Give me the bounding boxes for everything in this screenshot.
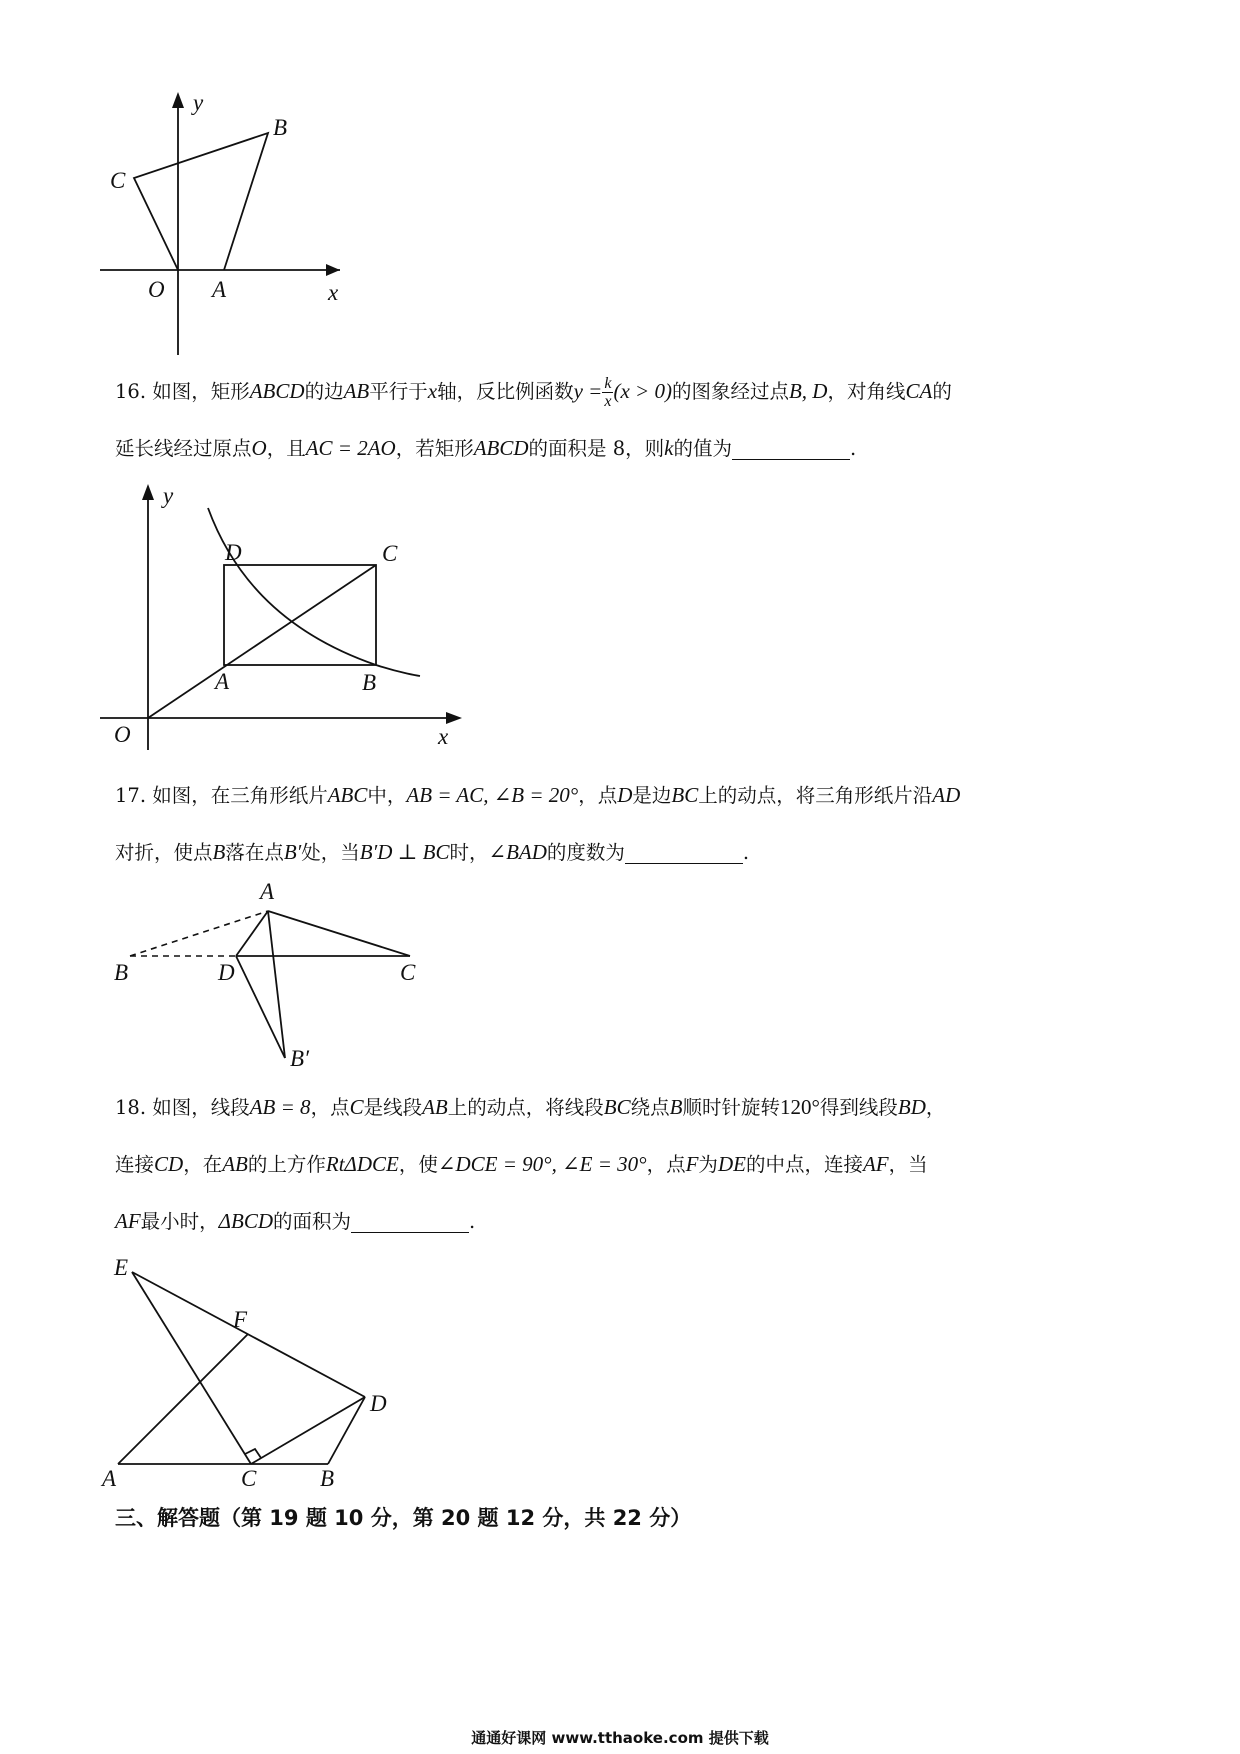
text: 如图，矩形	[152, 380, 250, 403]
figure-18-right-triangle-construction	[100, 1245, 400, 1491]
segment-db-prime	[236, 956, 285, 1058]
text: .	[469, 1210, 476, 1233]
text: 延长线经过原点	[115, 437, 252, 460]
text: 绕点	[630, 1096, 670, 1119]
math: y =	[573, 379, 603, 403]
text: 顺时针旋转	[682, 1096, 780, 1119]
text: ，点	[578, 784, 618, 807]
text: 落在点	[225, 841, 284, 864]
math: O	[251, 436, 267, 460]
hyperbola	[208, 508, 420, 676]
math: ABCD	[249, 379, 305, 403]
question-16	[115, 363, 1135, 477]
label-d: D	[218, 960, 235, 985]
text: 最小时，	[140, 1210, 219, 1233]
label-c: C	[400, 960, 416, 985]
question-17-line-2	[115, 824, 1135, 881]
text: 对折，使点	[115, 841, 213, 864]
text: 的边	[304, 380, 344, 403]
x-axis-arrow	[446, 712, 462, 724]
text: 的上方作	[247, 1153, 326, 1176]
math: CA	[905, 379, 933, 403]
math: B	[212, 840, 226, 864]
label-x: x	[438, 724, 449, 749]
text: ，在	[183, 1153, 223, 1176]
math: AC = 2AO	[305, 436, 396, 460]
segment-ad	[236, 911, 268, 956]
text: 为	[698, 1153, 718, 1176]
page-footer: 通通好课网 www.tthaoke.com 提供下载	[471, 1729, 769, 1747]
math: RtΔDCE	[325, 1152, 399, 1176]
text: 上的动点，将三角形纸片沿	[698, 784, 933, 807]
text: 的	[932, 380, 952, 403]
math: B′	[283, 840, 302, 864]
figure-16-svg	[100, 480, 470, 750]
math: ABC	[327, 783, 368, 807]
text: ，对角线	[827, 380, 906, 403]
label-c: C	[382, 541, 398, 566]
math: F	[685, 1152, 699, 1176]
question-17-line-1	[115, 767, 1135, 824]
question-number: 16.	[115, 380, 147, 403]
math: ΔBCD	[218, 1209, 273, 1233]
text: ，当	[888, 1153, 928, 1176]
x-axis-arrow	[326, 264, 340, 276]
text: 是边	[632, 784, 672, 807]
question-number: 17.	[115, 784, 147, 807]
numerator: k	[604, 375, 612, 392]
text: 如图，在三角形纸片	[152, 784, 328, 807]
figure-15-svg	[100, 90, 400, 360]
label-c: C	[241, 1466, 257, 1491]
math: AB	[343, 379, 370, 403]
text: ，点	[646, 1153, 686, 1176]
diagonal-oac	[148, 565, 376, 718]
label-e: E	[114, 1255, 129, 1280]
label-y: y	[163, 483, 174, 508]
label-x: x	[328, 280, 339, 305]
text: 的值为	[673, 437, 732, 460]
label-b: B	[362, 670, 377, 695]
text: 时，	[449, 841, 489, 864]
text: ，且	[266, 437, 306, 460]
math: B′D ⊥ BC	[359, 840, 450, 864]
label-a: A	[215, 669, 230, 694]
text: 如图，线段	[152, 1096, 250, 1119]
text: 连接	[115, 1153, 155, 1176]
math: AB = AC, ∠B = 20°	[406, 783, 579, 807]
text: 的图象经过点	[671, 380, 789, 403]
math: ABCD	[473, 436, 529, 460]
label-d: D	[370, 1391, 387, 1416]
text: ，点	[310, 1096, 350, 1119]
text: 的度数为	[546, 841, 625, 864]
question-16-line-2	[115, 420, 1135, 477]
text: ，若矩形	[395, 437, 474, 460]
math: k	[664, 436, 674, 460]
question-18-line-3	[115, 1193, 1135, 1250]
segment-cd	[251, 1397, 365, 1464]
math: CD	[154, 1152, 184, 1176]
math: ∠DCE = 90°, ∠E = 30°	[437, 1152, 647, 1176]
question-16-line-1	[115, 363, 1135, 420]
label-o: O	[114, 722, 131, 747]
answer-blank[interactable]	[732, 437, 850, 459]
text: .	[742, 841, 750, 864]
question-number: 18.	[115, 1096, 147, 1119]
denominator: x	[604, 393, 612, 410]
math: 120°	[779, 1095, 820, 1119]
math: C	[349, 1095, 364, 1119]
question-18	[115, 1079, 1135, 1250]
text: 处，当	[301, 841, 360, 864]
math: x	[427, 379, 438, 403]
text: 的面积是 8，则	[528, 437, 665, 460]
math: AD	[932, 783, 961, 807]
math: AF	[115, 1209, 141, 1233]
section-heading-answer-questions: 三、解答题（第 19 题 10 分，第 20 题 12 分，共 22 分）	[115, 1506, 692, 1530]
math: DE	[717, 1152, 746, 1176]
figure-17-folded-triangle	[100, 880, 440, 1070]
math: B	[669, 1095, 683, 1119]
question-18-line-2	[115, 1136, 1135, 1193]
figure-18-svg	[100, 1245, 400, 1491]
label-a: A	[212, 277, 227, 302]
math: AB = 8	[249, 1095, 311, 1119]
label-b: B	[320, 1466, 335, 1491]
label-b: B	[273, 115, 288, 140]
question-17	[115, 767, 1135, 881]
math: (x > 0)	[613, 379, 672, 403]
text: 是线段	[363, 1096, 423, 1119]
label-b: B	[114, 960, 129, 985]
y-axis-arrow	[172, 92, 184, 108]
segment-ab-prime	[268, 911, 285, 1058]
math: BD	[897, 1095, 926, 1119]
figure-16-rectangle-hyperbola	[100, 480, 470, 750]
label-b-prime: B′	[290, 1046, 310, 1071]
text: 得到线段	[819, 1096, 898, 1119]
dashed-segment-ba	[130, 911, 268, 956]
y-axis-arrow	[142, 484, 154, 500]
math: ∠BAD	[488, 840, 547, 864]
text: .	[850, 437, 857, 460]
math: AF	[862, 1152, 889, 1176]
text: 的面积为	[273, 1210, 352, 1233]
label-d: D	[225, 540, 242, 565]
label-f: F	[233, 1307, 248, 1332]
text: ，	[925, 1096, 946, 1119]
quadrilateral-oabc	[134, 133, 268, 270]
label-o: O	[148, 277, 165, 302]
math: AB	[422, 1095, 448, 1119]
text: 轴，反比例函数	[437, 380, 574, 403]
answer-blank[interactable]	[351, 1210, 469, 1232]
label-y: y	[193, 90, 204, 115]
text: 中，	[367, 784, 407, 807]
label-c: C	[110, 168, 126, 193]
math: B, D	[788, 379, 828, 403]
label-a: A	[260, 879, 275, 904]
text: 上的动点，将线段	[447, 1096, 604, 1119]
segment-ec	[132, 1272, 251, 1464]
text: 平行于	[369, 380, 428, 403]
question-18-line-1	[115, 1079, 1135, 1136]
text: 的中点，连接	[745, 1153, 863, 1176]
label-a: A	[102, 1466, 117, 1491]
figure-17-svg	[100, 880, 440, 1070]
answer-blank[interactable]	[625, 841, 743, 863]
math: BC	[671, 783, 699, 807]
math: D	[617, 783, 633, 807]
segment-ac	[268, 911, 410, 956]
fraction-k-over-x	[602, 375, 613, 410]
text: ，使	[398, 1153, 438, 1176]
math: AB	[222, 1152, 248, 1176]
figure-15-coordinate-quadrilateral	[100, 90, 400, 360]
math: BC	[603, 1095, 631, 1119]
